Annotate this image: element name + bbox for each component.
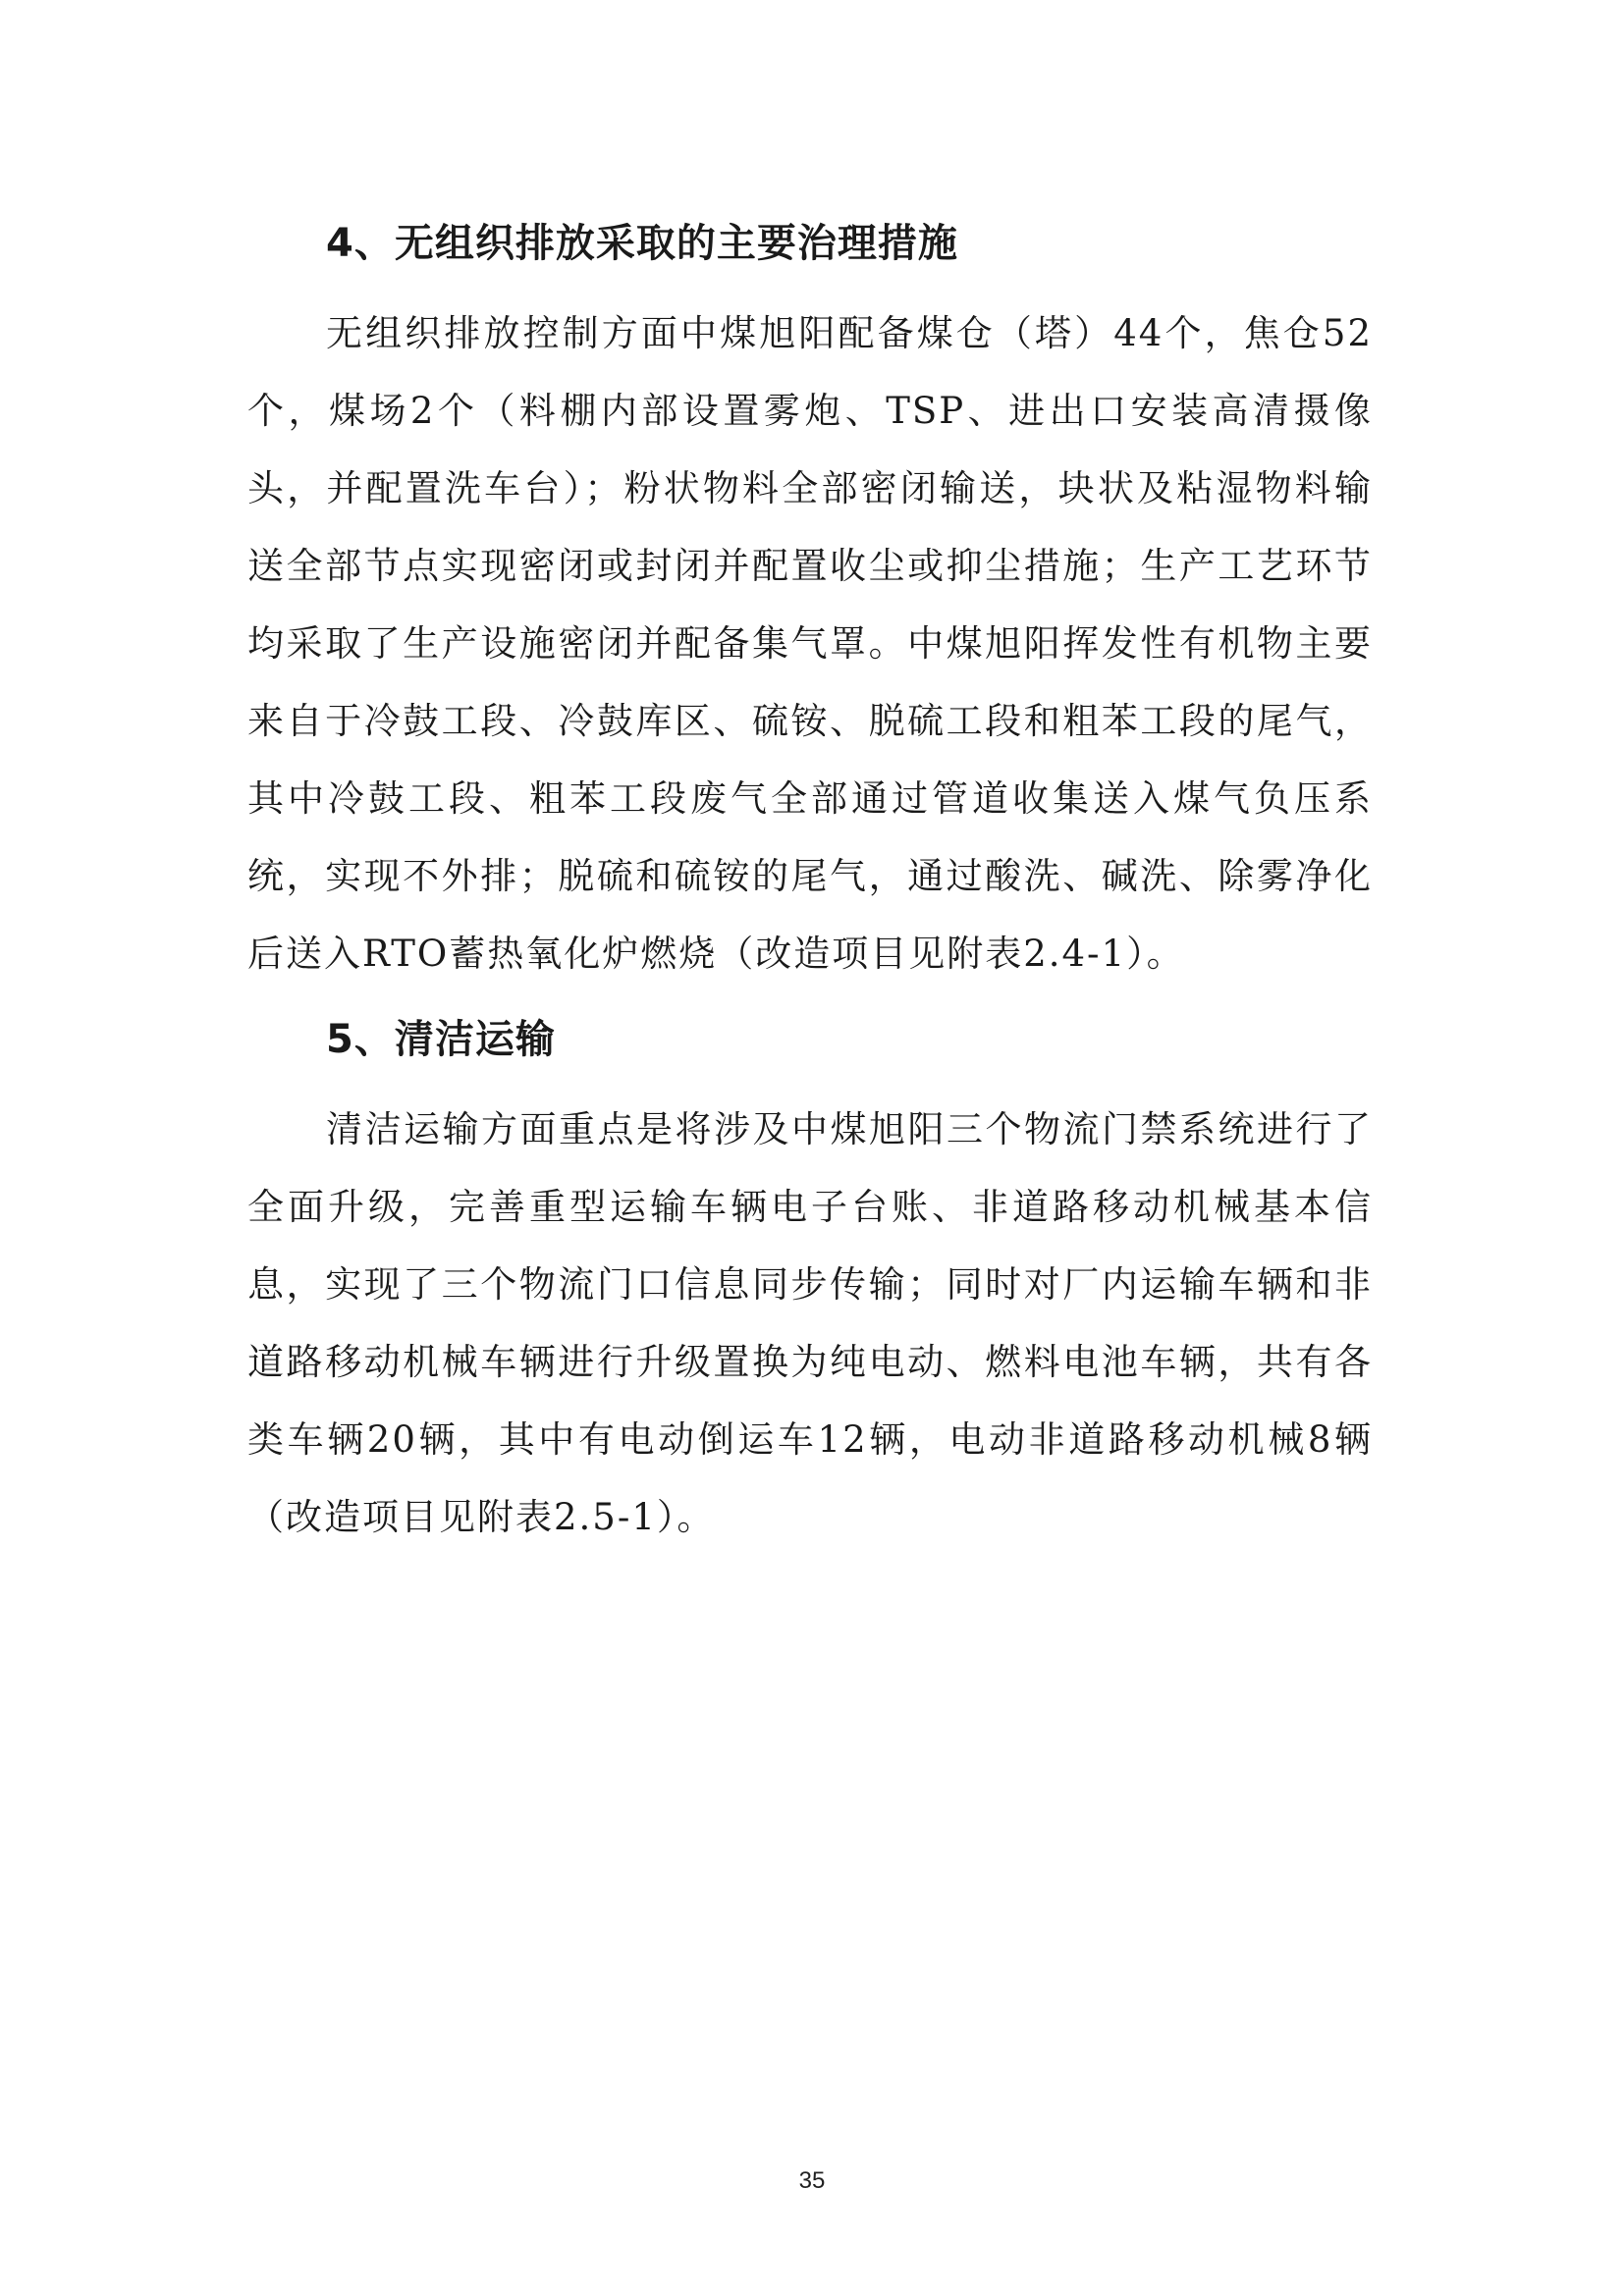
section-paragraph-unorganized-emissions: 无组织排放控制方面中煤旭阳配备煤仓（塔）44个，焦仓52个，煤场2个（料棚内部设置雾炮、TSP、进出口安装高清摄像头，并配置洗车台）；粉状物料全部密闭输送，块状及粘湿物料输送全部节点实现密闭或封闭并配置收尘或抑尘措施；生产工艺环节均采取了生产设施密闭并配备集气罩。中煤旭阳挥发性有机物主要来自于冷鼓工段、冷鼓库区、硫铵、脱硫工段和粗苯工段的尾气，其中冷鼓工段、粗苯工段废气全部通过管道收集送入煤气负压系统，实现不外排；脱硫和硫铵的尾气，通过酸洗、碱洗、除雾净化后送入RTO蓄热氧化炉燃烧（改造项目见附表2.4-1）。 bbox=[247, 312, 1373, 975]
page-number: 35 bbox=[798, 2167, 826, 2194]
section-heading-unorganized-emissions: 4、无组织排放采取的主要治理措施 bbox=[326, 221, 958, 266]
section-heading-clean-transport: 5、清洁运输 bbox=[326, 1017, 556, 1062]
page-body bbox=[247, 218, 1373, 1575]
section-paragraph-clean-transport: 清洁运输方面重点是将涉及中煤旭阳三个物流门禁系统进行了全面升级，完善重型运输车辆电子台账、非道路移动机械基本信息，实现了三个物流门口信息同步传输；同时对厂内运输车辆和非道路移动机械车辆进行升级置换为纯电动、燃料电池车辆，共有各类车辆20辆，其中有电动倒运车12辆，电动非道路移动机械8辆（改造项目见附表2.5-1）。 bbox=[247, 1108, 1373, 1538]
